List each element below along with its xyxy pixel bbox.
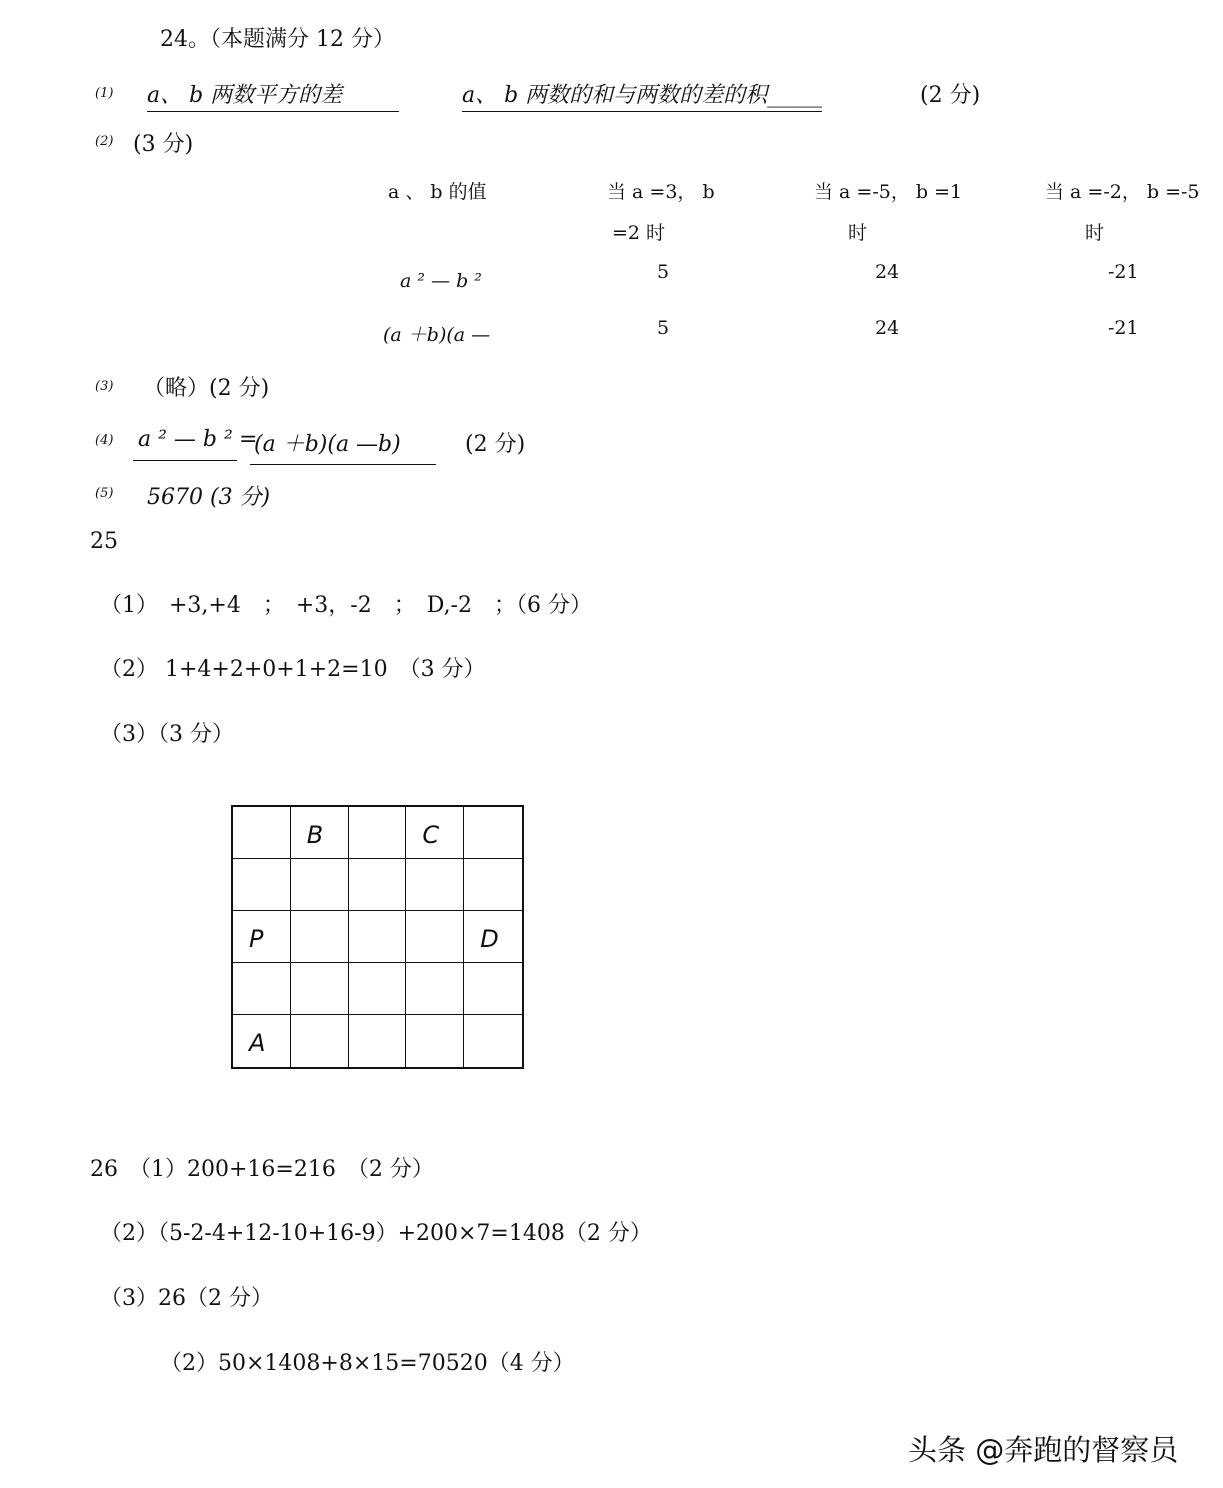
table-row2-value-3: -21 [1108,317,1139,339]
table-col1-line2: =2 时 [612,222,666,244]
q24-part3-number: (3) [95,379,114,394]
table-row2-value-1: 5 [657,317,670,339]
grid-cell [233,859,291,911]
table-row2-value-2: 24 [875,317,900,339]
grid-cell [291,859,349,911]
table-row2-label: (a ＋b)(a — [383,324,491,346]
grid-cell [406,963,464,1015]
q24-part1-number: (1) [95,86,114,101]
q24-part2-number: (2) [95,134,114,149]
q24-part5-text: 5670 (3 分) [147,485,271,510]
q25-part2: （2） 1+4+2+0+1+2=10 （3 分） [100,657,486,682]
q24-part2-score: (3 分) [133,132,194,157]
q26-part3: （3）26（2 分） [100,1286,273,1311]
q26-part4: （2）50×1408+8×15=70520（4 分） [160,1351,575,1376]
q24-part3-text: （略）(2 分) [143,376,270,401]
q24-part1-answer-a: a、 b 两数平方的差 [147,78,399,112]
grid-cell [464,1015,522,1067]
grid-cell [291,963,349,1015]
table-header-label: a 、 b 的值 [388,181,487,203]
grid-cell [464,807,522,859]
q24-part4-left: a ² — b ² [138,427,233,452]
grid-cell [349,963,407,1015]
table-row1-value-2: 24 [875,261,900,283]
q24-part4-score: (2 分) [465,432,526,457]
grid-cell [291,1015,349,1067]
q25-part1: （1） +3,+4 ； +3，-2 ； D,-2 ；（6 分） [100,593,592,618]
q24-part5-number: (5) [95,486,114,501]
q24-part4-number: (4) [95,433,114,448]
q24-part4-underline-right [250,464,436,465]
position-grid [231,805,524,1069]
grid-cell [349,1015,407,1067]
grid-cell [464,859,522,911]
grid-cell [349,859,407,911]
table-col2-line1: 当 a =-5， b =1 [814,181,963,203]
q25-title: 25 [90,529,118,554]
table-col1-line1: 当 a =3， b [607,181,715,203]
grid-cell [349,911,407,963]
grid-cell [291,911,349,963]
q25-part3: （3）（3 分） [100,722,234,747]
q24-part1-score: (2 分) [920,83,981,108]
table-row1-value-1: 5 [657,261,670,283]
grid-cell [406,911,464,963]
grid-cell-p: P [233,911,291,963]
table-row1-label: a ² — b ² [400,270,482,292]
grid-cell-a: A [233,1015,291,1067]
grid-cell [349,807,407,859]
grid-cell-c: C [406,807,464,859]
table-col2-line2: 时 [848,222,868,244]
q26-part2: （2）（5-2-4+12-10+16-9）+200×7=1408（2 分） [100,1221,652,1246]
grid-cell [406,859,464,911]
q24-part4-right: (a ＋b)(a —b) [254,432,401,457]
grid-cell [464,963,522,1015]
grid-cell [233,807,291,859]
table-row1-value-3: -21 [1108,261,1139,283]
q24-part4-equals: = [239,427,258,452]
q24-part4-underline-left [133,460,237,461]
table-col3-line2: 时 [1085,222,1105,244]
q24-part1-answer-b: a、 b 两数的和与两数的差的积_____ [462,78,822,112]
grid-cell-d: D [464,911,522,963]
q24-title: 24。（本题满分 12 分） [160,27,395,52]
table-col3-line1: 当 a =-2， b =-5 [1045,181,1200,203]
watermark: 头条 @奔跑的督察员 [908,1433,1179,1467]
grid-cell [406,1015,464,1067]
grid-cell-b: B [291,807,349,859]
q26-part1: 26 （1）200+16=216 （2 分） [90,1157,434,1182]
grid-cell [233,963,291,1015]
